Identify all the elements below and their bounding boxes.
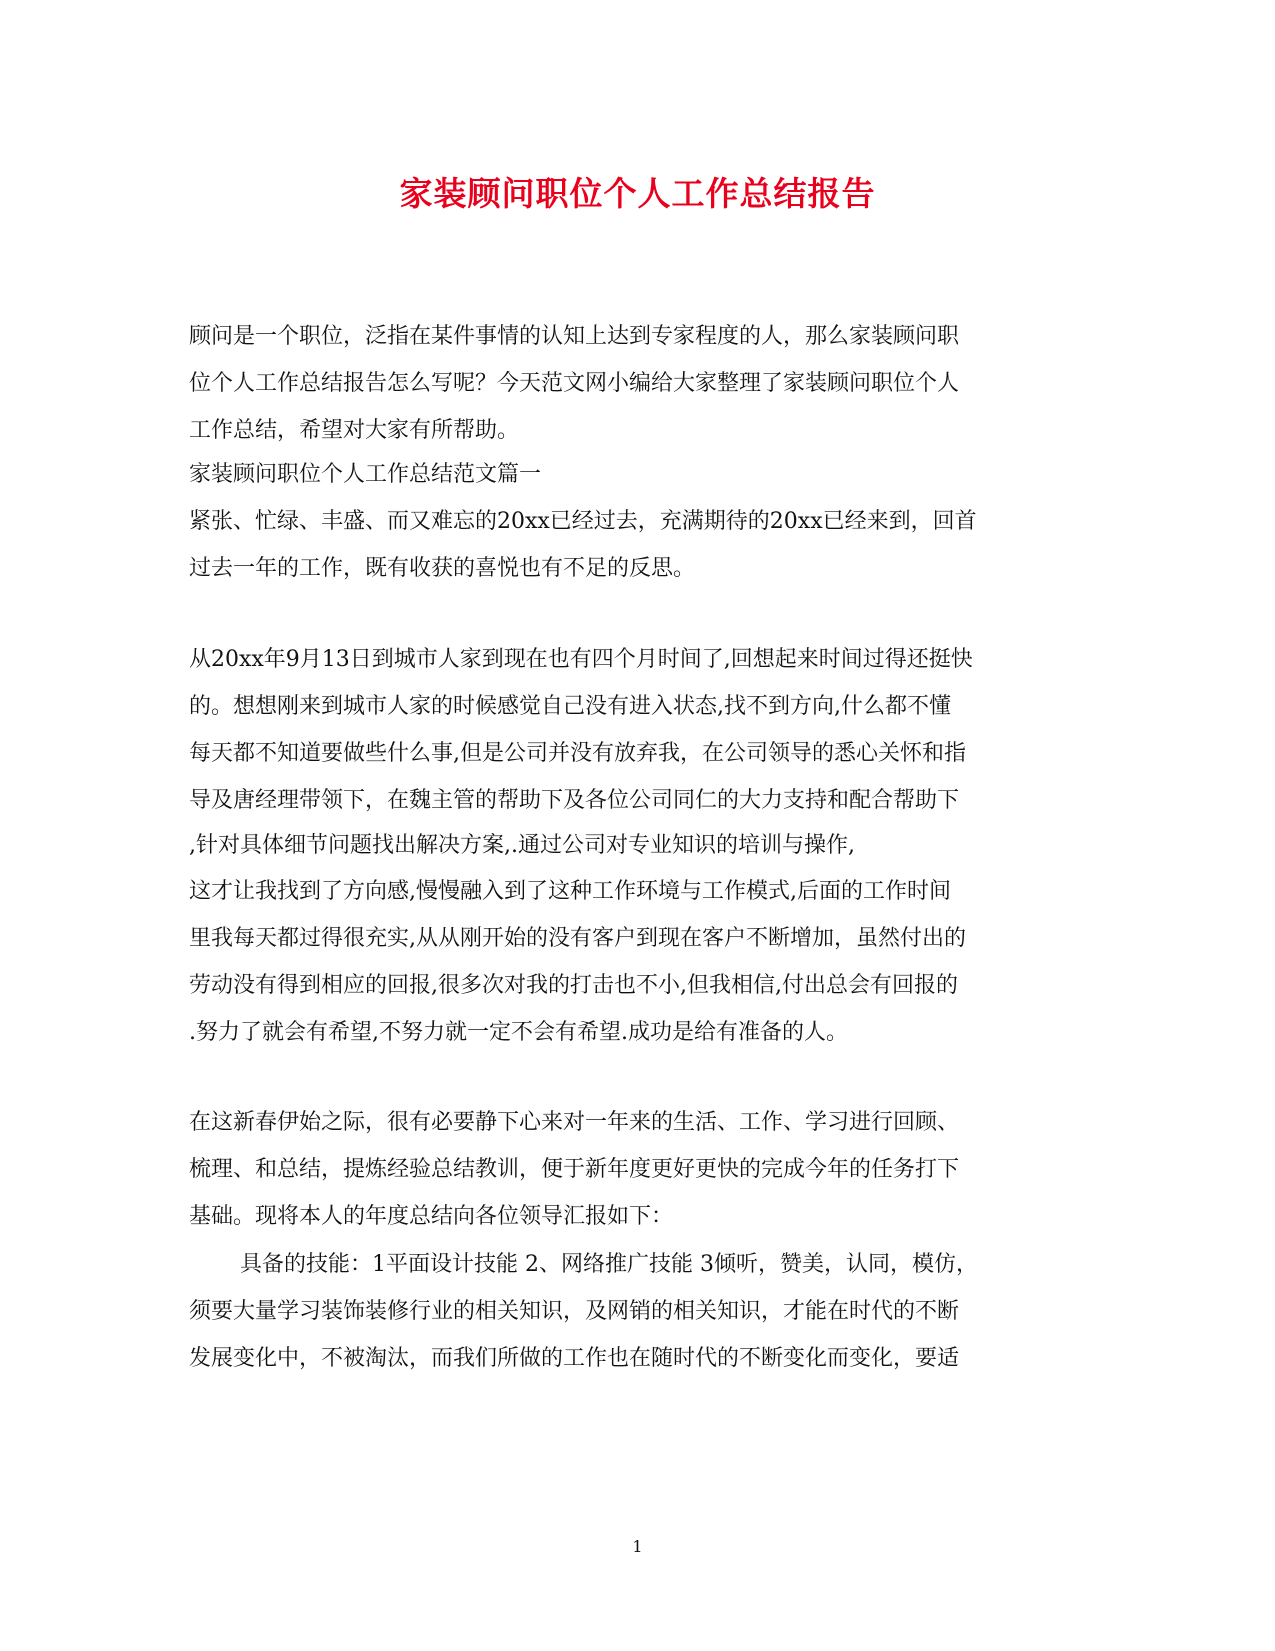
page-number: 1 xyxy=(632,1537,643,1556)
body-line: 在这新春伊始之际，很有必要静下心来对一年来的生活、工作、学习进行回顾、 xyxy=(189,1110,960,1135)
body-line: 从20xx年9月13日到城市人家到现在也有四个月时间了,回想起来时间过得还挺快 xyxy=(189,647,973,672)
body-line: 里我每天都过得很充实,从从刚开始的没有客户到现在客户不断增加，虽然付出的 xyxy=(189,926,966,951)
document-title: 家装顾问职位个人工作总结报告 xyxy=(399,174,876,213)
body-line: 基础。现将本人的年度总结向各位领导汇报如下： xyxy=(189,1204,674,1229)
body-line: 位个人工作总结报告怎么写呢？今天范文网小编给大家整理了家装顾问职位个人 xyxy=(189,371,960,396)
section-heading: 家装顾问职位个人工作总结范文篇一 xyxy=(189,462,542,487)
body-line: ,针对具体细节问题找出解决方案,.通过公司对专业知识的培训与操作, xyxy=(189,833,855,858)
body-line: 劳动没有得到相应的回报,很多次对我的打击也不小,但我相信,付出总会有回报的 xyxy=(189,973,958,998)
body-line: 具备的技能：1平面设计技能 2、网络推广技能 3倾听，赞美，认同，模仿， xyxy=(240,1252,978,1277)
body-line: 的。想想刚来到城市人家的时候感觉自己没有进入状态,找不到方向,什么都不懂 xyxy=(189,694,951,719)
body-line: .努力了就会有希望,不努力就一定不会有希望.成功是给有准备的人。 xyxy=(189,1020,848,1045)
body-line: 紧张、忙绿、丰盛、而又难忘的20xx已经过去，充满期待的20xx已经来到，回首 xyxy=(189,509,977,534)
body-line: 导及唐经理带领下，在魏主管的帮助下及各位公司同仁的大力支持和配合帮助下 xyxy=(189,788,960,813)
body-line: 须要大量学习装饰装修行业的相关知识，及网销的相关知识，才能在时代的不断 xyxy=(189,1299,960,1324)
body-line: 过去一年的工作，既有收获的喜悦也有不足的反思。 xyxy=(189,556,696,581)
body-line: 每天都不知道要做些什么事,但是公司并没有放弃我，在公司领导的悉心关怀和指 xyxy=(189,741,966,766)
body-line: 顾问是一个职位，泛指在某件事情的认知上达到专家程度的人，那么家装顾问职 xyxy=(189,324,960,349)
body-line: 工作总结，希望对大家有所帮助。 xyxy=(189,418,520,443)
body-line: 这才让我找到了方向感,慢慢融入到了这种工作环境与工作模式,后面的工作时间 xyxy=(189,879,951,904)
body-line: 梳理、和总结，提炼经验总结教训，便于新年度更好更快的完成今年的任务打下 xyxy=(189,1157,960,1182)
body-line: 发展变化中，不被淘汰，而我们所做的工作也在随时代的不断变化而变化，要适 xyxy=(189,1346,960,1371)
